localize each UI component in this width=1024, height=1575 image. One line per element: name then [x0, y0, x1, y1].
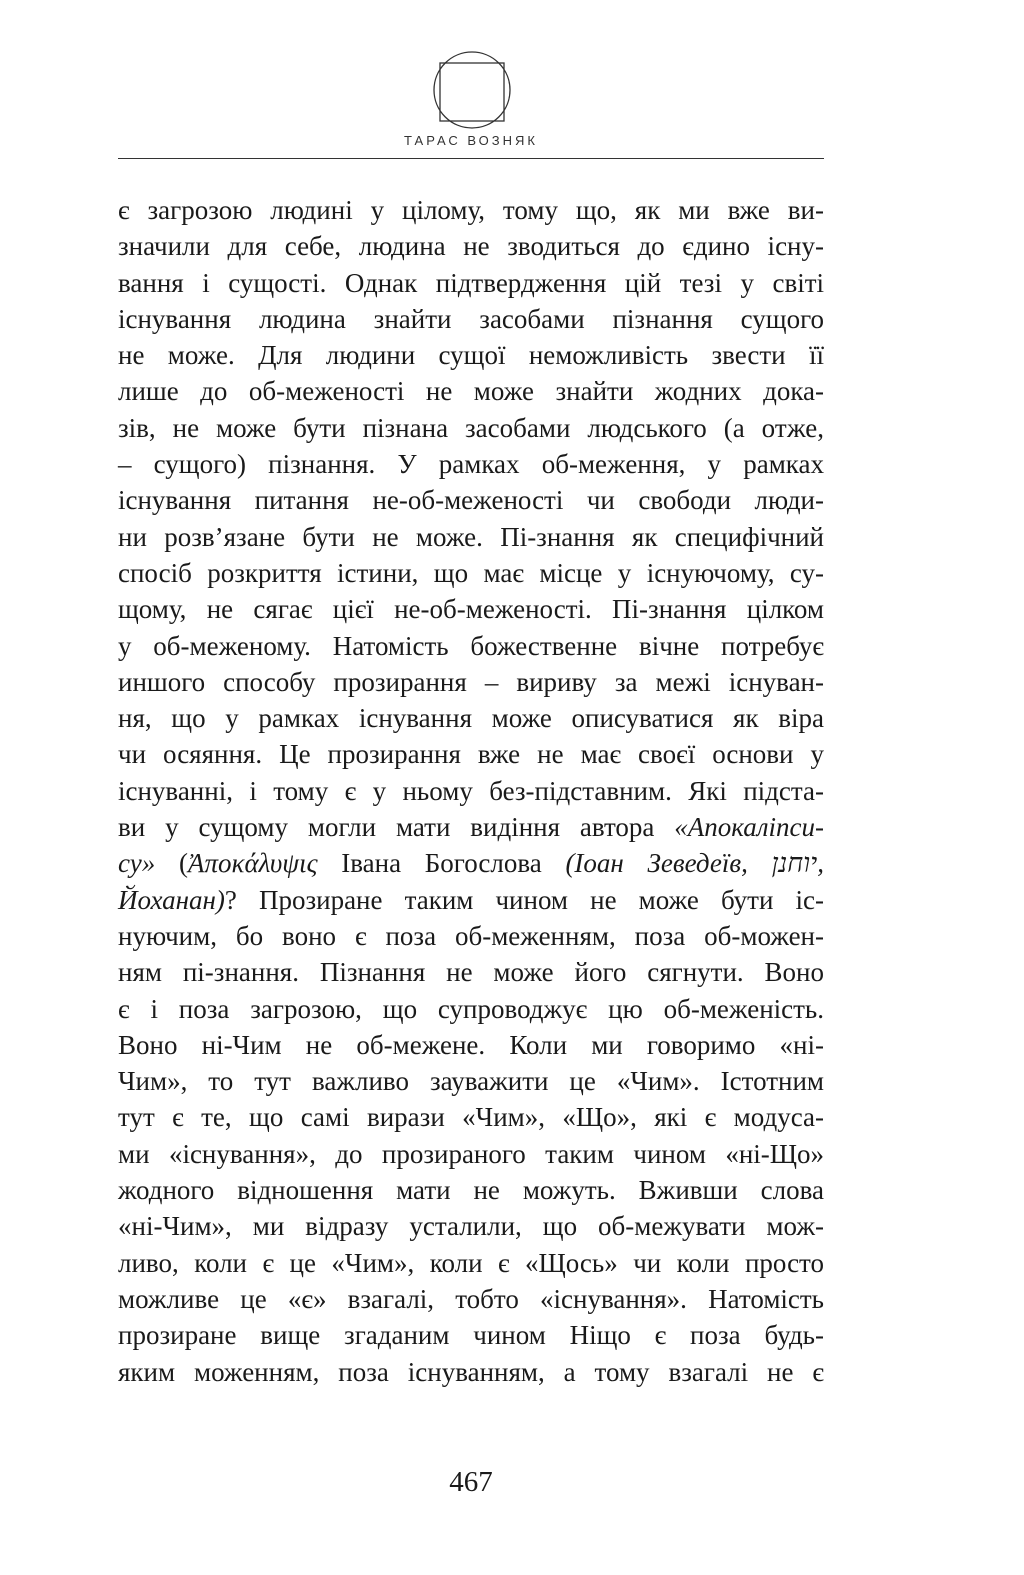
- text-line-with-italic: [118, 882, 824, 918]
- text-line: яким моженням, поза існуванням, а тому взагалі не є: [118, 1356, 824, 1387]
- greek-term: Ἀποκάλυψις: [188, 848, 318, 879]
- text-line: є загрозою людині у цілому, тому що, як ми вже ви-: [118, 195, 824, 225]
- text-run: Івана Богослова: [317, 848, 566, 879]
- author-logo-icon: [432, 50, 512, 130]
- page-number: 467: [449, 1466, 493, 1498]
- italic-run: «Апокаліпси-: [674, 812, 824, 843]
- body-text: [118, 192, 824, 1390]
- text-line: існування питання не-об-меженості чи свободи люди-: [118, 485, 824, 516]
- text-line: жодного відношення мати не можуть. Вживши слова: [118, 1175, 824, 1206]
- text-line: ня, що у рамках існування може описуватися як віра: [118, 703, 824, 734]
- text-line: ням пі-знання. Пізнання не може його сягнути. Воно: [118, 957, 824, 988]
- text-line: можливе це «є» взагалі, тобто «існування». Натомість: [118, 1283, 824, 1314]
- text-line: Чим», то тут важливо зауважити це «Чим». Істотним: [118, 1066, 824, 1097]
- text-run: ви у сущому могли мати видіння автора: [118, 812, 675, 843]
- text-line: зів, не може бути пізнана засобами людського (а отже,: [118, 412, 824, 443]
- italic-run: су»: [118, 848, 156, 879]
- italic-run: (Іоан Зеведеїв, יוחנן,: [565, 848, 824, 879]
- text-line: існуванні, і тому є у ньому без-підставним. Які підста-: [118, 775, 824, 806]
- text-line: лише до об-меженості не може знайти жодних дока-: [118, 376, 824, 407]
- text-run: (: [155, 848, 189, 879]
- text-line: «ні-Чим», ми відразу усталили, що об-межувати мож-: [118, 1211, 824, 1242]
- text-line: нуючим, бо воно є поза об-меженням, поза об-можен-: [118, 920, 824, 951]
- text-line-with-italic: [118, 845, 824, 881]
- text-line: ливо, коли є це «Чим», коли є «Щось» чи коли просто: [118, 1247, 824, 1278]
- header-divider: [118, 158, 824, 159]
- text-line: існування людина знайти засобами пізнання сущого: [118, 303, 824, 334]
- text-line: значили для себе, людина не зводиться до єдино існу-: [118, 231, 824, 262]
- text-line: є і поза загрозою, що супроводжує цю об-меженість.: [118, 993, 824, 1024]
- text-run: ? Прозиране таким чином не може бути іс-: [224, 884, 824, 915]
- text-line: тут є те, що самі вирази «Чим», «Що», які є модуса-: [118, 1102, 824, 1133]
- italic-run: Йоханан): [118, 884, 225, 915]
- text-line: ни розв’язане бути не може. Пі-знання як специфічний: [118, 521, 824, 552]
- text-line: – сущого) пізнання. У рамках об-меження, у рамках: [118, 449, 824, 480]
- text-line: Воно ні-Чим не об-межене. Коли ми говоримо «ні-: [118, 1029, 824, 1060]
- text-line: чи осяяння. Це прозирання вже не має своєї основи у: [118, 739, 824, 770]
- text-line: щому, не сягає цієї не-об-меженості. Пі-знання цілком: [118, 594, 824, 625]
- text-line: иншого способу прозирання – вириву за межі існуван-: [118, 666, 824, 697]
- text-line: прозиране вище згаданим чином Ніщо є поза будь-: [118, 1320, 824, 1351]
- text-line: вання і сущості. Однак підтвердження цій тезі у світі: [118, 267, 824, 298]
- text-line-with-italic: [118, 809, 824, 845]
- text-line: не може. Для людини сущої неможливість звести її: [118, 340, 824, 371]
- text-line: спосіб розкриття істини, що має місце у існуючому, су-: [118, 557, 824, 588]
- running-head-author: ТАРАС ВОЗНЯК: [404, 133, 538, 148]
- text-line: ми «існування», до прозираного таким чином «ні-Що»: [118, 1138, 824, 1169]
- text-line: у об-меженому. Натомість божественне вічне потребує: [118, 630, 824, 661]
